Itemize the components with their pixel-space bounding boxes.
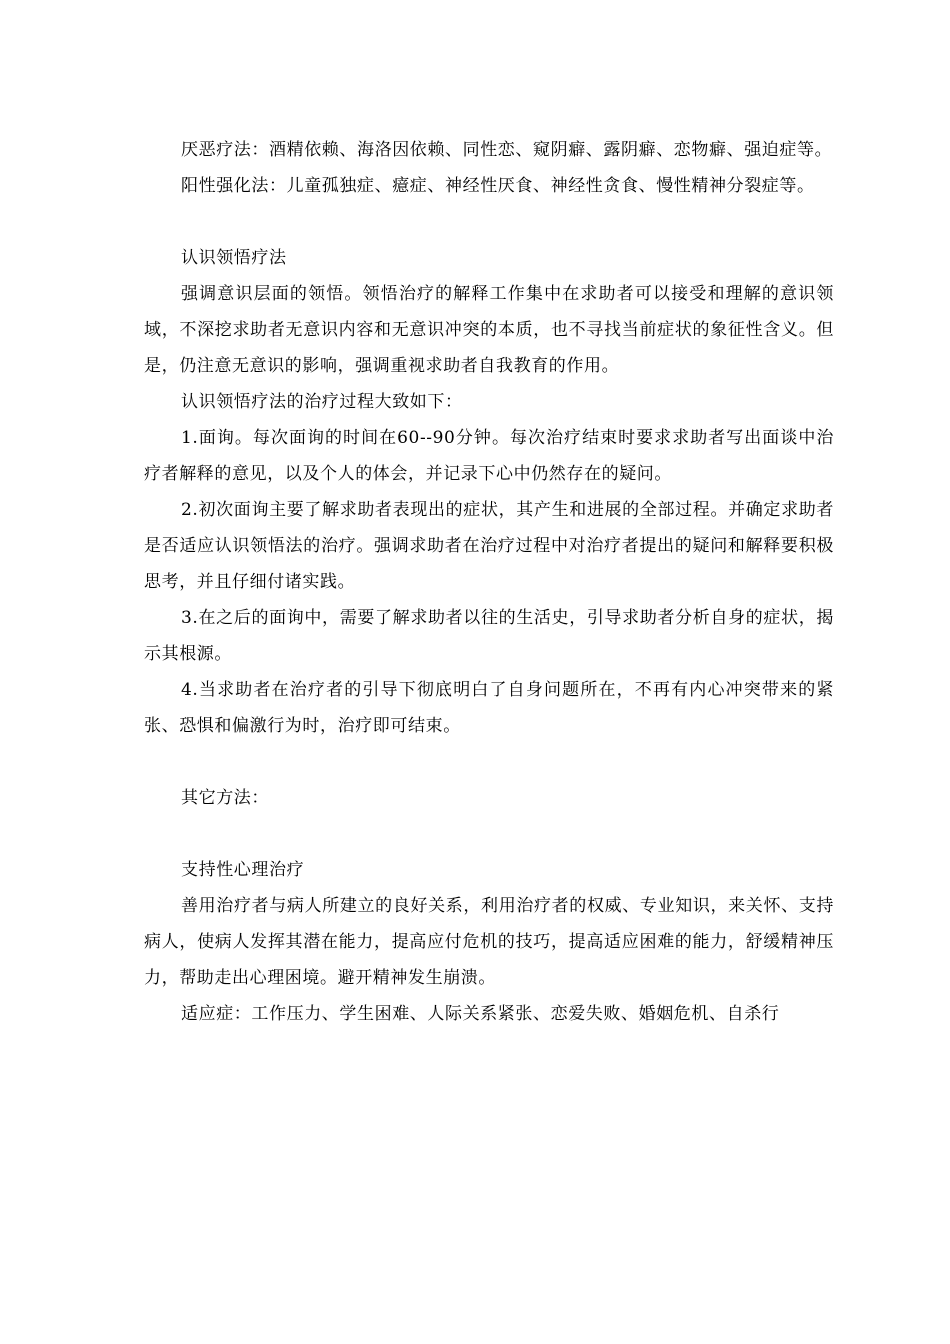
positive-reinforcement-paragraph: 阳性强化法：儿童孤独症、癔症、神经性厌食、神经性贪食、慢性精神分裂症等。 — [181, 176, 815, 196]
section-spacer — [144, 816, 834, 852]
treatment-step-2: 2.初次面询主要了解求助者表现出的症状，其产生和进展的全部过程。并确定求助者是否适应认识领悟法的治疗。强调求助者在治疗过程中对治疗者提出的疑问和解释要积极思考，并且仔细付诸实践。 — [144, 500, 834, 592]
treatment-step-3: 3.在之后的面询中，需要了解求助者以往的生活史，引导求助者分析自身的症状，揭示其根源。 — [144, 608, 834, 664]
supportive-therapy-description: 善用治疗者与病人所建立的良好关系，利用治疗者的权威、专业知识，来关怀、支持病人，使病人发挥其潜在能力，提高应付危机的技巧，提高适应困难的能力，舒缓精神压力，帮助走出心理困境。避开精神发生崩溃。 — [144, 896, 834, 988]
cognitive-insight-heading: 认识领悟疗法 — [181, 248, 287, 268]
document-body — [144, 132, 834, 1032]
treatment-step-1: 1.面询。每次面询的时间在60--90分钟。每次治疗结束时要求求助者写出面谈中治疗者解释的意见，以及个人的体会，并记录下心中仍然存在的疑问。 — [144, 428, 834, 484]
section-spacer — [144, 744, 834, 780]
section-spacer — [144, 204, 834, 240]
treatment-step-4: 4.当求助者在治疗者的引导下彻底明白了自身问题所在，不再有内心冲突带来的紧张、恐惧和偏激行为时，治疗即可结束。 — [144, 680, 834, 736]
other-methods-heading: 其它方法： — [181, 788, 269, 808]
treatment-process-intro: 认识领悟疗法的治疗过程大致如下： — [181, 392, 463, 412]
supportive-therapy-heading: 支持性心理治疗 — [181, 860, 305, 880]
indications-paragraph: 适应症：工作压力、学生困难、人际关系紧张、恋爱失败、婚姻危机、自杀行 — [181, 1004, 780, 1024]
aversion-therapy-paragraph: 厌恶疗法：酒精依赖、海洛因依赖、同性恋、窥阴癖、露阴癖、恋物癖、强迫症等。 — [181, 140, 833, 160]
cognitive-insight-description: 强调意识层面的领悟。领悟治疗的解释工作集中在求助者可以接受和理解的意识领域，不深挖求助者无意识内容和无意识冲突的本质，也不寻找当前症状的象征性含义。但是，仍注意无意识的影响，强调重视求助者自我教育的作用。 — [144, 284, 834, 376]
